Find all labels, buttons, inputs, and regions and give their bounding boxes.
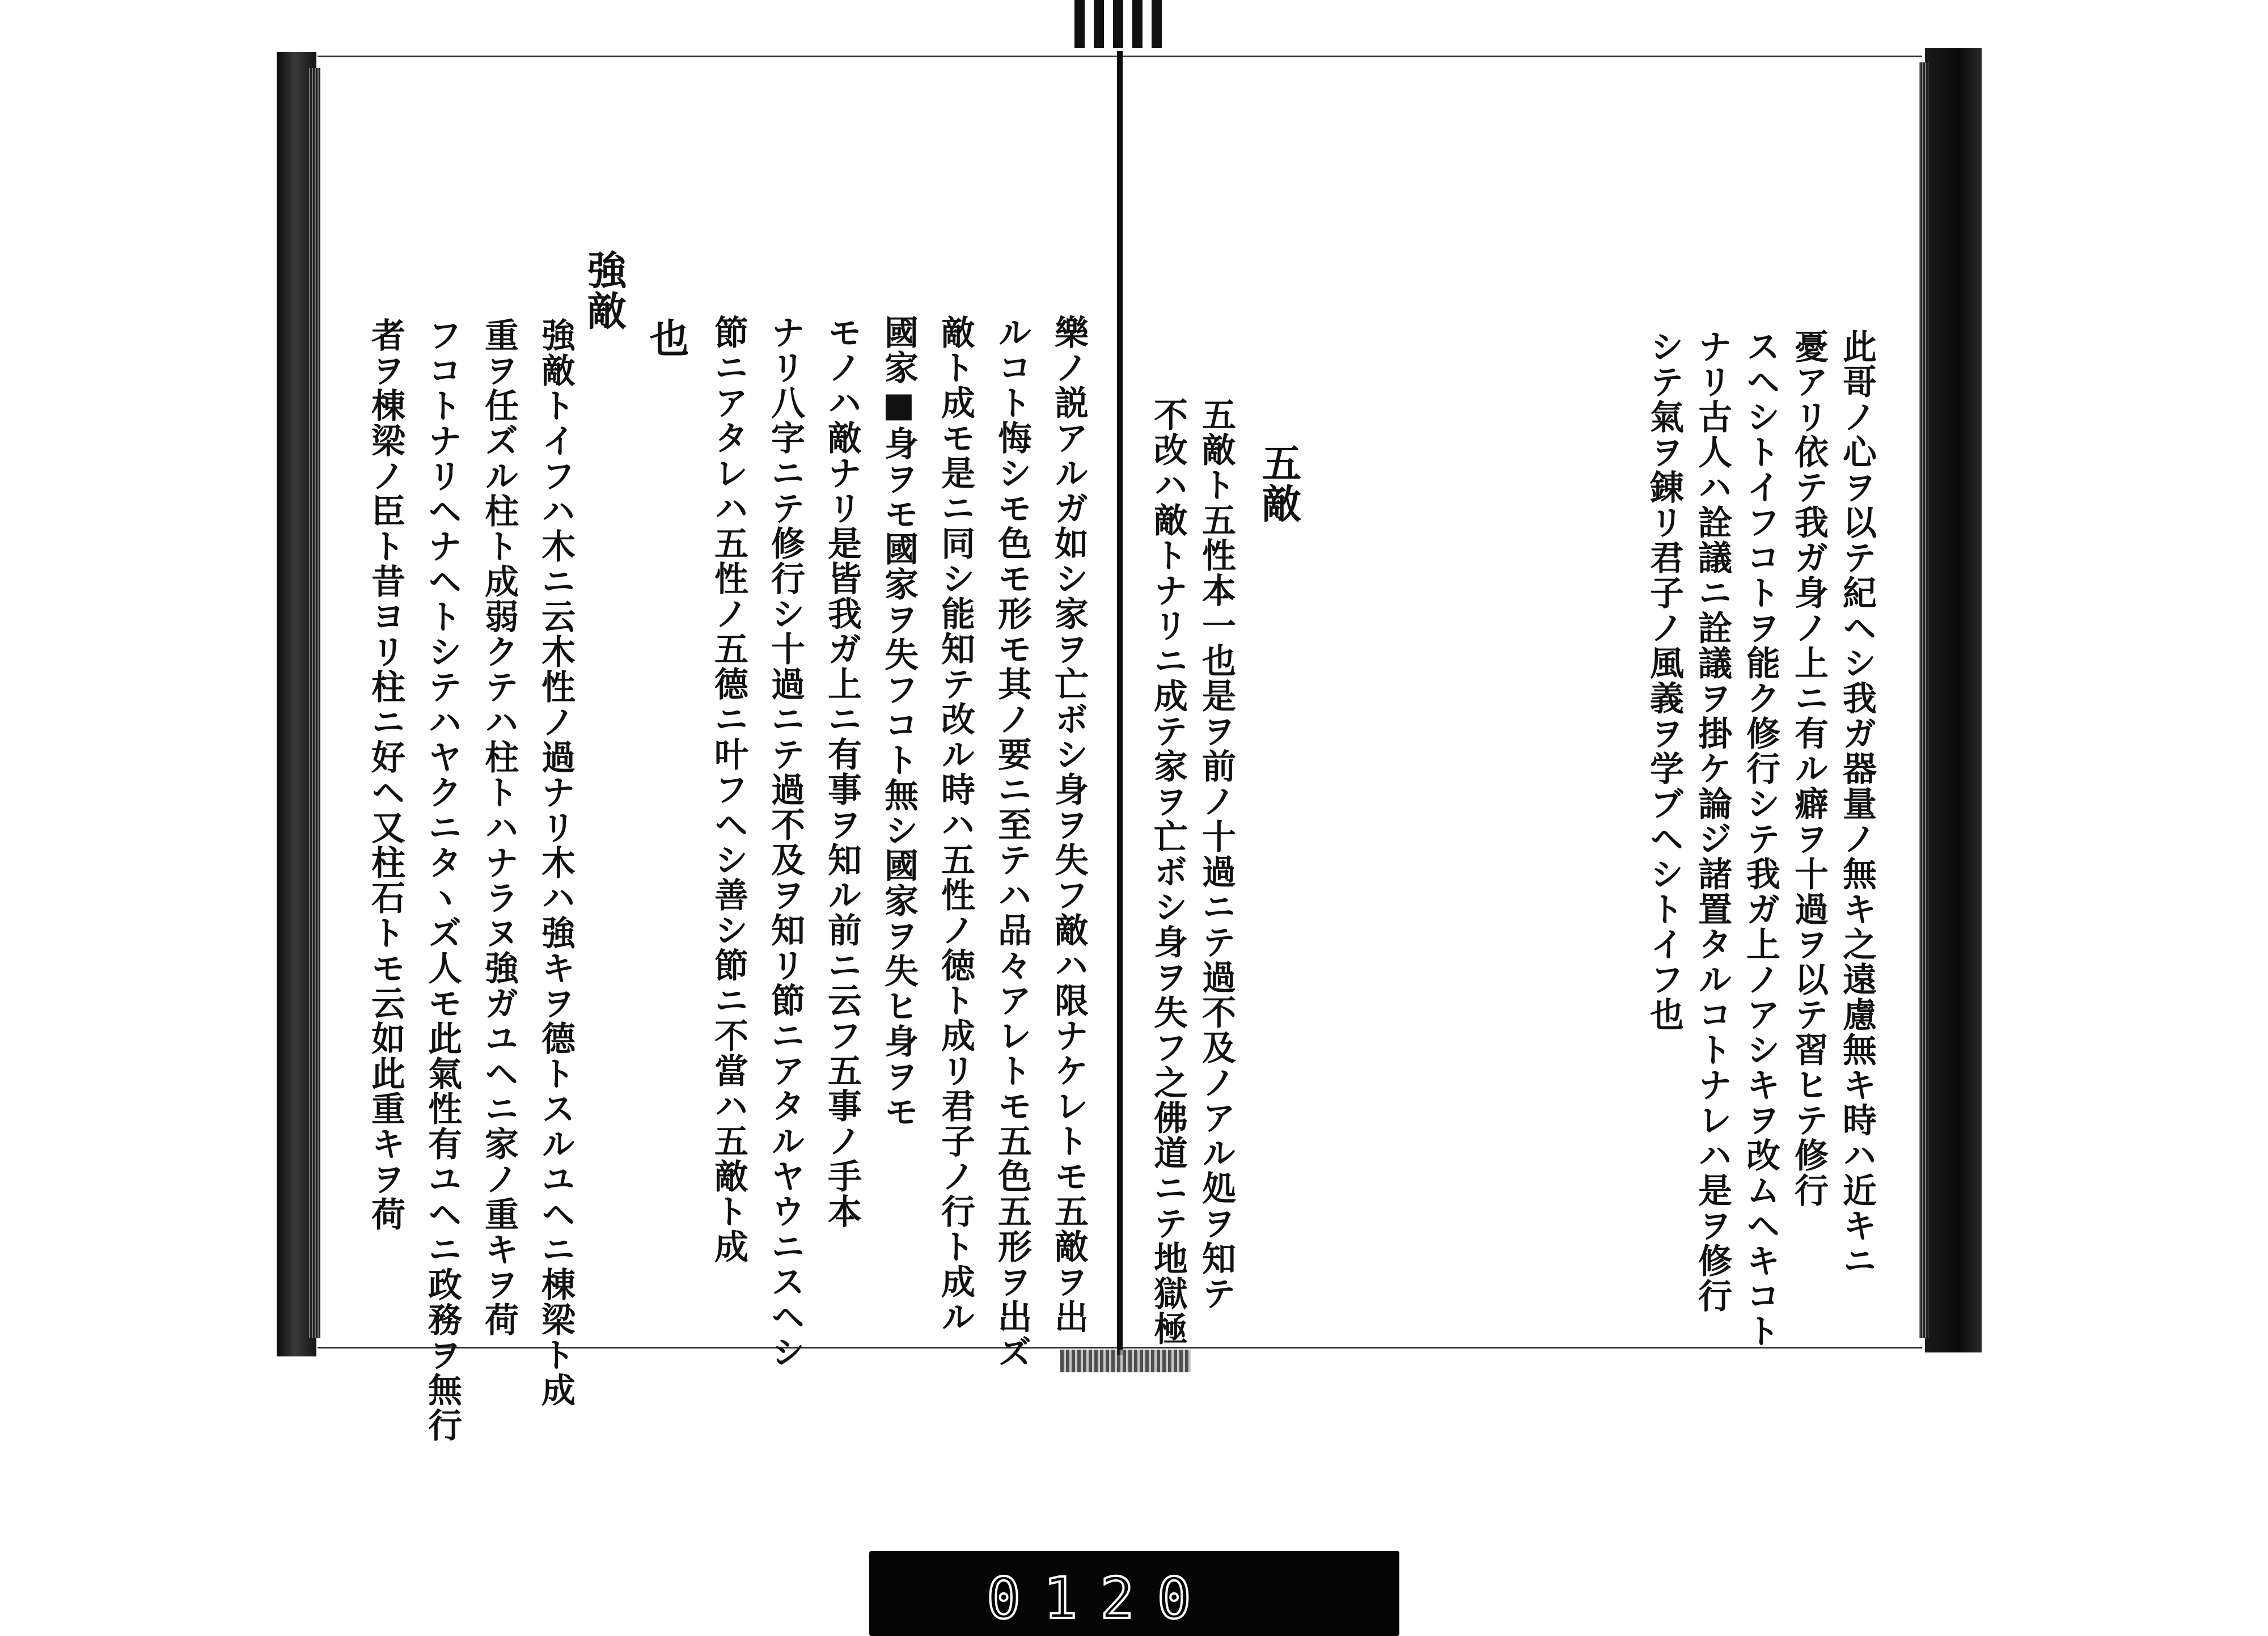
book-spine: [1117, 51, 1123, 1355]
section-title-goteki: 五敵: [1255, 442, 1302, 524]
archive-number-text: 0120: [987, 1565, 1214, 1631]
subsection-line-3: フコトナリヘナヘトシテハヤクニタヽズ人モ此氣性有ユヘニ政務ヲ無行: [422, 318, 462, 1443]
right-page-edge-leaves: [1919, 62, 1928, 1338]
subsection-line-1: 強敵トイフハ木ニ云木性ノ過ナリ木ハ強キヲ德トスルユヘニ棟梁ト成: [536, 318, 576, 1407]
binding-bottom: [1060, 1350, 1191, 1372]
left-page-line-3: 敵ト成モ是ニ同シ能知テ改ル時ハ五性ノ徳ト成リ君子ノ行ト成ル: [936, 315, 975, 1334]
subsection-line-2: 重ヲ任ズル柱ト成弱クテハ柱トハナラヌ強ガユヘニ家ノ重キヲ荷: [479, 318, 519, 1337]
left-page-line-1: 樂ノ説アルガ如シ家ヲ亡ボシ身ヲ失フ敵ハ限ナケレトモ五敵ヲ出: [1049, 315, 1089, 1334]
right-page-line-4: ナリ古人ハ詮議ニ詮議ヲ掛ケ論ジ諸置タルコトナレハ是ヲ修行: [1692, 329, 1732, 1313]
closing-particle: 也: [643, 318, 690, 358]
right-page-line-2: 憂アリ依テ我ガ身ノ上ニ有ル癖ヲ十過ヲ以テ習ヒテ修行: [1789, 329, 1829, 1208]
left-page-edge-leaves: [309, 68, 320, 1338]
left-page-line-4: 國家■身ヲモ國家ヲ失フコト無シ國家ヲ失ヒ身ヲモ: [879, 315, 919, 1129]
binding-top: [1074, 0, 1171, 48]
right-page-line-5: シテ氣ヲ錬リ君子ノ風義ヲ学ブヘシトイフ也: [1644, 329, 1684, 1032]
left-page-line-2: ルコト悔シモ色モ形モ其ノ要ニ至テハ品々アレトモ五色五形ヲ出ズ: [992, 315, 1032, 1369]
right-page-bottom-border: [1123, 1347, 1922, 1348]
left-page-line-6: ナリ八字ニテ修行シ十過ニテ過不及ヲ知リ節ニアタルヤウニスヘシ: [765, 315, 805, 1369]
right-page-top-border: [1123, 56, 1922, 57]
section-line-1: 五敵ト五性本一也是ヲ前ノ十過ニテ過不及ノアル処ヲ知テ: [1196, 397, 1236, 1311]
left-page-top-border: [318, 56, 1117, 57]
subsection-line-4: 者ヲ棟梁ノ臣ト昔ヨリ柱ニ好ヘ又柱石トモ云如此重キヲ荷: [366, 318, 405, 1232]
right-page-line-3: スヘシトイフコトヲ能ク修行シテ我ガ上ノアシキヲ改ムヘキコト: [1741, 329, 1780, 1348]
subsection-title-kyoteki: 強敵: [581, 250, 628, 331]
right-page-line-1: 此哥ノ心ヲ以テ紀ヘシ我ガ器量ノ無キ之遠慮無キ時ハ近キニ: [1837, 329, 1877, 1278]
left-page-line-5: モノハ敵ナリ是皆我ガ上ニ有事ヲ知ル前ニ云フ五事ノ手本: [822, 315, 862, 1229]
section-line-2: 不改ハ敵トナリニ成テ家ヲ亡ボシ身ヲ失フ之佛道ニテ地獄極: [1148, 397, 1188, 1346]
left-page-line-7: 節ニアタレハ五性ノ五德ニ叶フヘシ善シ節ニ不當ハ五敵ト成: [709, 315, 748, 1264]
right-page-edge: [1925, 48, 1982, 1352]
